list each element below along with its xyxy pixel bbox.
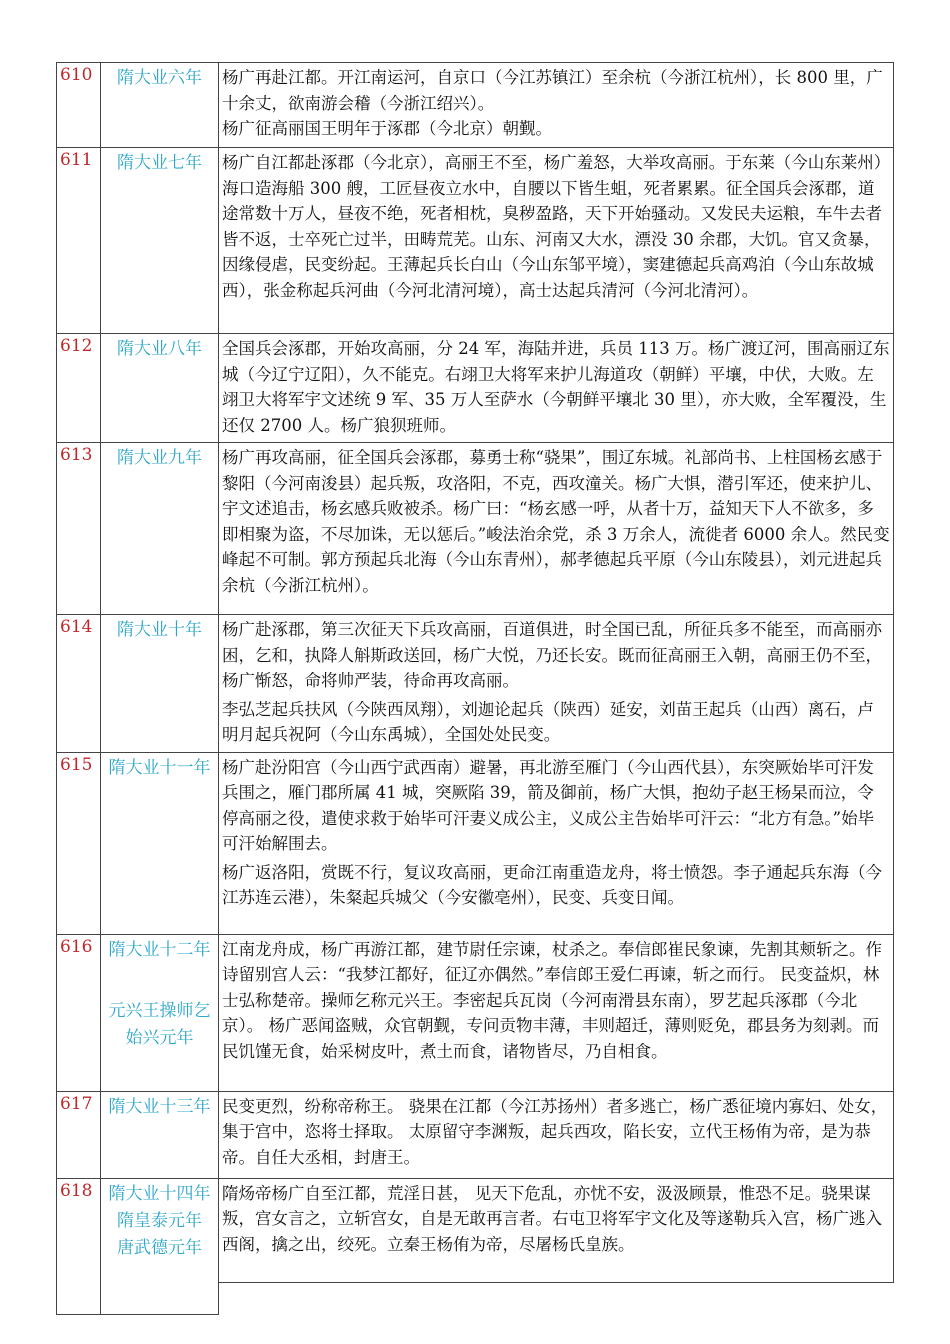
year-cell: 614 [57, 615, 101, 753]
era-cell [101, 934, 219, 1091]
events-cell [219, 934, 894, 1091]
table-row [57, 934, 894, 1091]
table-row [57, 1091, 894, 1178]
era-cell [101, 63, 219, 148]
era-name: 始兴元年 [125, 1027, 194, 1048]
events-cell [219, 1178, 894, 1282]
event-text: 杨广返洛阳，赏既不行，复议攻高丽，更命江南重造龙舟，将士愤怨。李子通起兵东海（今江苏连云港），朱粲起兵城父（今安徽亳州），民变、兵变日闻。 [222, 862, 882, 907]
era-name: 隋大业八年 [117, 339, 202, 359]
table-row [57, 752, 894, 934]
year-cell: 612 [57, 334, 101, 443]
event-text: 杨广再赴江都。开江南运河，自京口（今江苏镇江）至余杭（今浙江杭州），长 800 里，广十余丈，欲南游会稽（今浙江绍兴）。 [222, 68, 883, 113]
year-cell: 616 [57, 934, 101, 1091]
era-cell [101, 148, 219, 334]
era-name: 隋大业十四年 [108, 1183, 211, 1204]
era-cell [101, 443, 219, 615]
era-name: 隋大业十三年 [108, 1096, 211, 1117]
event-text: 杨广赴汾阳宫（今山西宁武西南）避暑，再北游至雁门（今山西代县），东突厥始毕可汗发兵围之，雁门郡所属 41 城，突厥陷 39，箭及御前，杨广大惧，抱幼子赵王杨杲而泣，令停高丽之役，遣使求救于始毕可汗妻义成公主，义成公主告始毕可汗云：“北方有急。”始毕可汗始解围去。 [222, 757, 875, 853]
era-cell-continued [101, 1282, 219, 1314]
year-cell-continued [57, 1282, 101, 1314]
event-text: 江南龙舟成，杨广再游江都，建节尉任宗谏，杖杀之。奉信郎崔民象谏，先割其颊斩之。作诗留别宫人云：“我梦江都好，征辽亦偶然。”奉信郎王爱仁再谏，斩之而行。 民变益炽，林士弘称楚帝。操师乞称元兴王。李密起兵瓦岗（今河南滑县东南），罗艺起兵涿郡（今北京）。 杨广恶闻盗贼，众官朝觐，专问贡物丰薄，丰则超迁，薄则贬免，郡县务为刻剥。而民饥馑无食，始采树皮叶，煮土而食，诸物皆尽，乃自相食。 [222, 939, 882, 1061]
table-row [57, 615, 894, 753]
year-cell: 617 [57, 1091, 101, 1178]
events-cell [219, 1091, 894, 1178]
era-name: 隋大业九年 [117, 448, 202, 468]
era-cell [101, 1178, 219, 1282]
table-row [57, 1178, 894, 1282]
event-text: 全国兵会涿郡，开始攻高丽，分 24 军，海陆并进，兵员 113 万。杨广渡辽河，围高丽辽东城（今辽宁辽阳），久不能克。右翊卫大将军来护儿海道攻（朝鲜）平壤，中伏，大败。左翊卫大将军宇文述统 9 军、35 万人至萨水（今朝鲜平壤北 30 里），亦大败，全军覆没，生还仅 2700 人。杨广狼狈班师。 [222, 339, 890, 435]
era-name: 隋大业十年 [117, 620, 202, 640]
era-spacer [104, 964, 215, 998]
event-text: 民变更烈，纷称帝称王。 骁果在江都（今江苏扬州）者多逃亡，杨广悉征境内寡妇、处女，集于宫中，恣将士择取。 太原留守李渊叛，起兵西攻，陷长安，立代王杨侑为帝，是为恭帝。自任大丞相，封唐王。 [222, 1096, 888, 1167]
events-cell [219, 334, 894, 443]
year-cell: 618 [57, 1178, 101, 1282]
event-text: 杨广自江都赴涿郡（今北京），高丽王不至，杨广羞怒，大举攻高丽。于东莱（今山东莱州）海口造海船 300 艘，工匠昼夜立水中，自腰以下皆生蛆，死者累累。征全国兵会涿郡，道途常数十万人，昼夜不绝，死者相枕，臭秽盈路，天下开始骚动。又发民夫运粮，车牛去者皆不返，士卒死亡过半，田畴荒芜。山东、河南又大水，漂没 30 余郡，大饥。官又贪暴，因缘侵虐，民变纷起。王薄起兵长白山（今山东邹平境），窦建德起兵高鸡泊（今山东故城西），张金称起兵河曲（今河北清河境），高士达起兵清河（今河北清河）。 [222, 153, 882, 300]
era-name: 隋皇泰元年 [117, 1210, 202, 1231]
era-name: 隋大业七年 [117, 153, 202, 173]
year-cell: 613 [57, 443, 101, 615]
event-text: 杨广赴涿郡，第三次征天下兵攻高丽，百道俱进，时全国已乱，所征兵多不能至，而高丽亦困，乞和，执降人斛斯政送回，杨广大悦，乃还长安。既而征高丽王入朝，高丽王仍不至，杨广惭怒，命将帅严装，待命再攻高丽。 [222, 620, 882, 690]
events-cell [219, 752, 894, 934]
table-row [57, 148, 894, 334]
table-filler-row [57, 1282, 894, 1314]
events-cell [219, 148, 894, 334]
year-cell: 611 [57, 148, 101, 334]
era-name: 元兴王操师乞 [108, 1000, 211, 1021]
table-row [57, 443, 894, 615]
events-cell [219, 63, 894, 148]
year-cell: 615 [57, 752, 101, 934]
table-row [57, 63, 894, 148]
events-cell-blank [219, 1282, 894, 1314]
event-text: 杨广再攻高丽，征全国兵会涿郡，募勇士称“骁果”，围辽东城。礼部尚书、上柱国杨玄感于黎阳（今河南浚县）起兵叛，攻洛阳，不克，西攻潼关。杨广大惧，潜引军还，使来护儿、宇文述追击，杨玄感兵败被杀。杨广曰：“杨玄感一呼，从者十万，益知天下人不欲多，多即相聚为盗，不尽加诛，无以惩后。”峻法治余党，杀 3 万余人，流徙者 6000 余人。然民变峰起不可制。郭方预起兵北海（今山东青州），郝孝德起兵平原（今山东陵县），刘元进起兵余杭（今浙江杭州）。 [222, 448, 890, 595]
event-text: 杨广征高丽国王明年于涿郡（今北京）朝觐。 [222, 119, 552, 138]
table-row [57, 334, 894, 443]
events-cell [219, 615, 894, 753]
event-text: 李弘芝起兵扶风（今陕西凤翔），刘迦论起兵（陕西）延安，刘苗王起兵（山西）离石，卢明月起兵祝阿（今山东禹城），全国处处民变。 [222, 699, 874, 744]
era-cell [101, 1091, 219, 1178]
events-cell [219, 443, 894, 615]
event-text: 隋炀帝杨广自至江都，荒淫日甚， 见天下危乱，亦忧不安，汲汲顾景，惟恐不足。骁果谋叛，宫女言之，立斩宫女，自是无敢再言者。右屯卫将军宇文化及等遂勒兵入宫，杨广逃入西阁，擒之出，绞死。立秦王杨侑为帝，尽屠杨氏皇族。 [222, 1183, 882, 1254]
era-name: 隋大业十一年 [108, 757, 211, 778]
era-name: 隋大业十二年 [108, 939, 211, 960]
era-cell [101, 752, 219, 934]
era-name: 唐武德元年 [117, 1237, 202, 1258]
era-cell [101, 615, 219, 753]
era-cell [101, 334, 219, 443]
era-name: 隋大业六年 [117, 68, 202, 88]
year-cell: 610 [57, 63, 101, 148]
chronology-table [56, 62, 894, 1315]
